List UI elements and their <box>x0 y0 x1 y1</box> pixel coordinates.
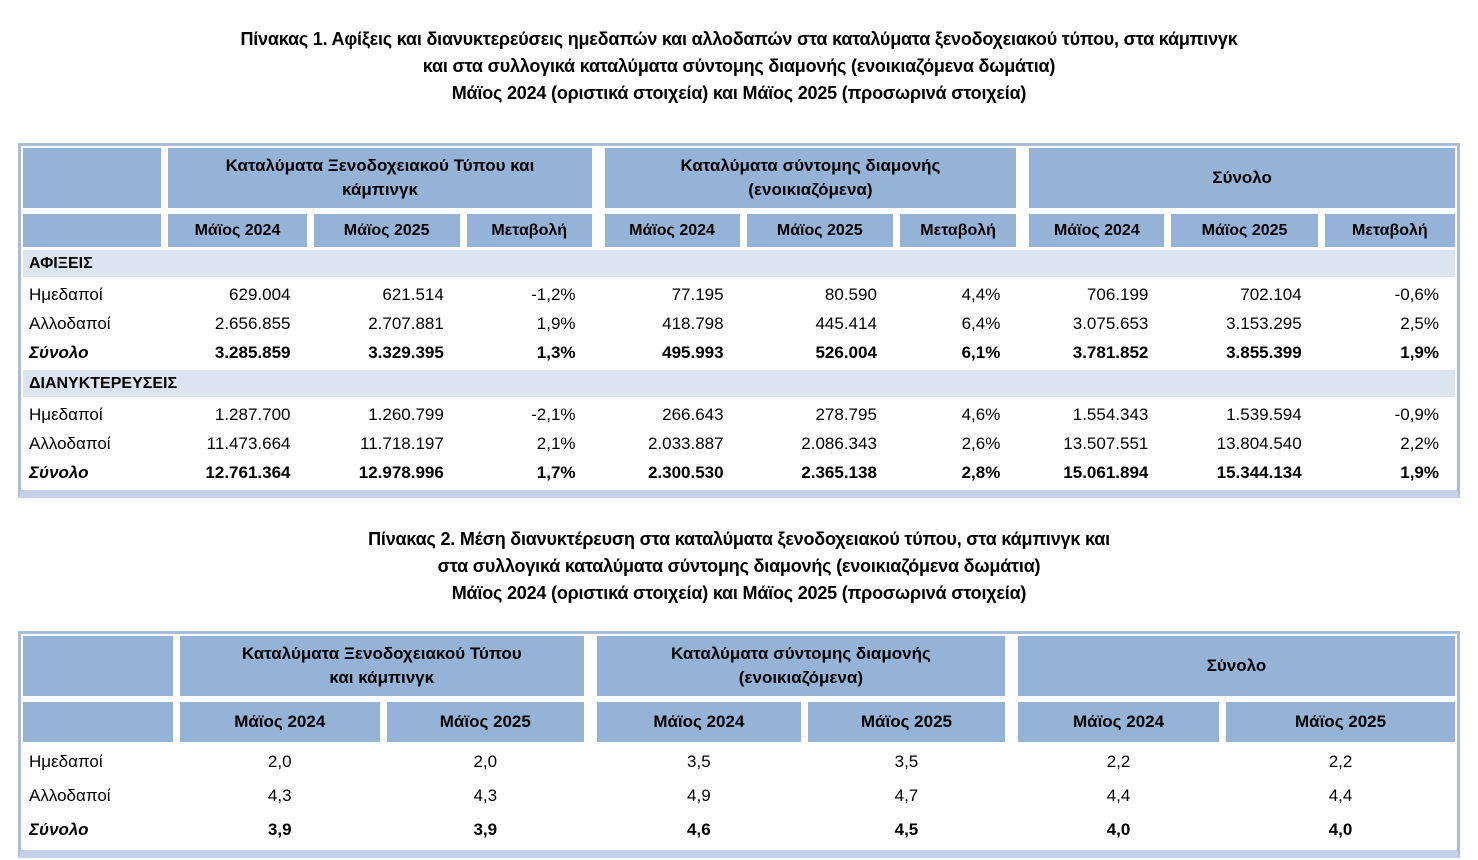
table-row <box>23 813 1455 847</box>
table-row <box>23 338 1455 369</box>
corner-cell <box>23 636 176 699</box>
value-cell: 3,9 <box>383 813 590 847</box>
table2 <box>23 636 1455 847</box>
corner-cell <box>23 211 165 249</box>
column-header: Μάϊος 2025 <box>804 699 1011 744</box>
value-cell: 3.329.395 <box>310 338 463 369</box>
value-cell: 3,5 <box>590 744 804 780</box>
column-header: Μάϊος 2025 <box>743 211 896 249</box>
value-cell: 4,0 <box>1223 813 1455 847</box>
value-cell: 2.656.855 <box>165 309 310 338</box>
value-cell: 15.061.894 <box>1023 458 1168 487</box>
column-group-label: Καταλύματα Ξενοδοχειακού Τύπου <box>241 644 522 663</box>
column-group-label: Σύνολο <box>1212 168 1272 187</box>
value-cell: 2.707.881 <box>310 309 463 338</box>
table1-container <box>18 143 1460 498</box>
section-header: ΔΙΑΝΥΚΤΕΡΕΥΣΕΙΣ <box>23 369 1455 399</box>
value-cell: 3.855.399 <box>1168 338 1321 369</box>
value-cell: 629.004 <box>165 279 310 310</box>
value-cell: 2.300.530 <box>598 458 743 487</box>
table2-sub-header-row <box>23 699 1455 744</box>
value-cell: 266.643 <box>598 399 743 430</box>
column-group-total <box>1011 636 1455 699</box>
value-cell: 80.590 <box>743 279 896 310</box>
value-cell: -1,2% <box>463 279 598 310</box>
table1-title <box>0 0 1478 107</box>
column-header: Μάϊος 2024 <box>176 699 383 744</box>
value-cell: -0,6% <box>1321 279 1455 310</box>
value-cell: 526.004 <box>743 338 896 369</box>
table1-title-line-3: Μάϊος 2024 (οριστικά στοιχεία) και Μάϊος 2025 (προσωρινά στοιχεία) <box>451 83 1027 103</box>
table2-container <box>18 631 1460 858</box>
value-cell: 3,5 <box>804 744 1011 780</box>
value-cell: 3.285.859 <box>165 338 310 369</box>
value-cell: -2,1% <box>463 399 598 430</box>
value-cell: 4,5 <box>804 813 1011 847</box>
value-cell: 4,9 <box>590 779 804 813</box>
value-cell: 278.795 <box>743 399 896 430</box>
value-cell: 3.781.852 <box>1023 338 1168 369</box>
value-cell: 2.033.887 <box>598 429 743 458</box>
section-header: ΑΦΙΞΕΙΣ <box>23 249 1455 279</box>
row-label: Αλλοδαποί <box>23 309 165 338</box>
value-cell: 3.153.295 <box>1168 309 1321 338</box>
column-group-total <box>1023 148 1455 211</box>
corner-cell <box>23 148 165 211</box>
table-row <box>23 399 1455 430</box>
table1-group-header-row <box>23 148 1455 211</box>
column-header: Μάϊος 2024 <box>1011 699 1222 744</box>
value-cell: 4,4% <box>896 279 1022 310</box>
table-row <box>23 779 1455 813</box>
column-header: Μάϊος 2024 <box>598 211 743 249</box>
value-cell: 1,9% <box>463 309 598 338</box>
value-cell: 706.199 <box>1023 279 1168 310</box>
value-cell: 621.514 <box>310 279 463 310</box>
value-cell: 11.718.197 <box>310 429 463 458</box>
corner-cell <box>23 699 176 744</box>
value-cell: 4,4 <box>1011 779 1222 813</box>
column-header: Μεταβολή <box>1321 211 1455 249</box>
column-header: Μάϊος 2025 <box>1168 211 1321 249</box>
value-cell: 1.287.700 <box>165 399 310 430</box>
value-cell: 6,1% <box>896 338 1022 369</box>
row-label: Ημεδαποί <box>23 399 165 430</box>
value-cell: 77.195 <box>598 279 743 310</box>
column-header: Μάϊος 2024 <box>590 699 804 744</box>
value-cell: 2,5% <box>1321 309 1455 338</box>
table-row <box>23 309 1455 338</box>
value-cell: 2,8% <box>896 458 1022 487</box>
value-cell: 11.473.664 <box>165 429 310 458</box>
value-cell: 3,9 <box>176 813 383 847</box>
table2-title-line-3: Μάϊος 2024 (οριστικά στοιχεία) και Μάϊος 2025 (προσωρινά στοιχεία) <box>451 583 1027 603</box>
table2-title-line-1: Πίνακας 2. Μέση διανυκτέρευση στα καταλύματα ξενοδοχειακού τύπου, στα κάμπινγκ και <box>368 529 1110 549</box>
value-cell: 1.554.343 <box>1023 399 1168 430</box>
row-label: Ημεδαποί <box>23 279 165 310</box>
table1-title-line-1: Πίνακας 1. Αφίξεις και διανυκτερεύσεις ημεδαπών και αλλοδαπών στα καταλύματα ξενοδοχειακού τύπου, στα κάμπινγκ <box>240 29 1238 49</box>
column-group-label: Καταλύματα σύντομης διαμονής <box>680 156 941 175</box>
table1-title-line-2: και στα συλλογικά καταλύματα σύντομης διαμονής (ενοικιαζόμενα δωμάτια) <box>422 56 1056 76</box>
column-group-label: (ενοικιαζόμενα) <box>748 180 873 199</box>
table-row <box>23 744 1455 780</box>
value-cell: 2,2% <box>1321 429 1455 458</box>
column-header: Μεταβολή <box>463 211 598 249</box>
value-cell: 6,4% <box>896 309 1022 338</box>
value-cell: 2,6% <box>896 429 1022 458</box>
column-header: Μεταβολή <box>896 211 1022 249</box>
value-cell: 3.075.653 <box>1023 309 1168 338</box>
column-group-label: Καταλύματα σύντομης διαμονής <box>670 644 931 663</box>
column-group-label: (ενοικιαζόμενα) <box>738 668 864 687</box>
value-cell: 12.978.996 <box>310 458 463 487</box>
value-cell: 418.798 <box>598 309 743 338</box>
table-row <box>23 279 1455 310</box>
section-row <box>23 369 1455 399</box>
table2-group-header-row <box>23 636 1455 699</box>
column-group-label: Καταλύματα Ξενοδοχειακού Τύπου και <box>225 156 535 175</box>
row-label: Αλλοδαποί <box>23 429 165 458</box>
value-cell: 4,4 <box>1223 779 1455 813</box>
value-cell: 2,0 <box>383 744 590 780</box>
value-cell: 1,7% <box>463 458 598 487</box>
value-cell: 13.507.551 <box>1023 429 1168 458</box>
value-cell: 702.104 <box>1168 279 1321 310</box>
column-group-short-stay <box>590 636 1011 699</box>
value-cell: -0,9% <box>1321 399 1455 430</box>
row-label: Σύνολο <box>23 338 165 369</box>
value-cell: 4,7 <box>804 779 1011 813</box>
value-cell: 4,6% <box>896 399 1022 430</box>
value-cell: 4,3 <box>383 779 590 813</box>
row-label: Ημεδαποί <box>23 744 176 780</box>
table-row <box>23 458 1455 487</box>
value-cell: 15.344.134 <box>1168 458 1321 487</box>
column-group-hotel-type <box>165 148 598 211</box>
value-cell: 4,3 <box>176 779 383 813</box>
value-cell: 2,1% <box>463 429 598 458</box>
column-group-short-stay <box>598 148 1023 211</box>
row-label: Σύνολο <box>23 813 176 847</box>
column-group-label: και κάμπινγκ <box>329 668 435 687</box>
table2-title <box>0 498 1478 607</box>
column-group-hotel-type <box>176 636 590 699</box>
value-cell: 2.365.138 <box>743 458 896 487</box>
column-group-label: Σύνολο <box>1206 656 1267 675</box>
value-cell: 445.414 <box>743 309 896 338</box>
value-cell: 495.993 <box>598 338 743 369</box>
column-group-label: κάμπινγκ <box>342 180 418 199</box>
table1-sub-header-row <box>23 211 1455 249</box>
column-header: Μάϊος 2024 <box>165 211 310 249</box>
value-cell: 1,3% <box>463 338 598 369</box>
value-cell: 1,9% <box>1321 458 1455 487</box>
column-header: Μάϊος 2025 <box>310 211 463 249</box>
value-cell: 4,0 <box>1011 813 1222 847</box>
value-cell: 13.804.540 <box>1168 429 1321 458</box>
row-label: Αλλοδαποί <box>23 779 176 813</box>
table-row <box>23 429 1455 458</box>
value-cell: 1.260.799 <box>310 399 463 430</box>
value-cell: 2,0 <box>176 744 383 780</box>
value-cell: 1.539.594 <box>1168 399 1321 430</box>
column-header: Μάϊος 2025 <box>383 699 590 744</box>
table2-title-line-2: στα συλλογικά καταλύματα σύντομης διαμονής (ενοικιαζόμενα δωμάτια) <box>437 556 1041 576</box>
row-label: Σύνολο <box>23 458 165 487</box>
value-cell: 2.086.343 <box>743 429 896 458</box>
value-cell: 1,9% <box>1321 338 1455 369</box>
value-cell: 2,2 <box>1223 744 1455 780</box>
value-cell: 12.761.364 <box>165 458 310 487</box>
section-row <box>23 249 1455 279</box>
table1 <box>23 148 1455 487</box>
column-header: Μάϊος 2025 <box>1223 699 1455 744</box>
value-cell: 4,6 <box>590 813 804 847</box>
value-cell: 2,2 <box>1011 744 1222 780</box>
column-header: Μάϊος 2024 <box>1023 211 1168 249</box>
